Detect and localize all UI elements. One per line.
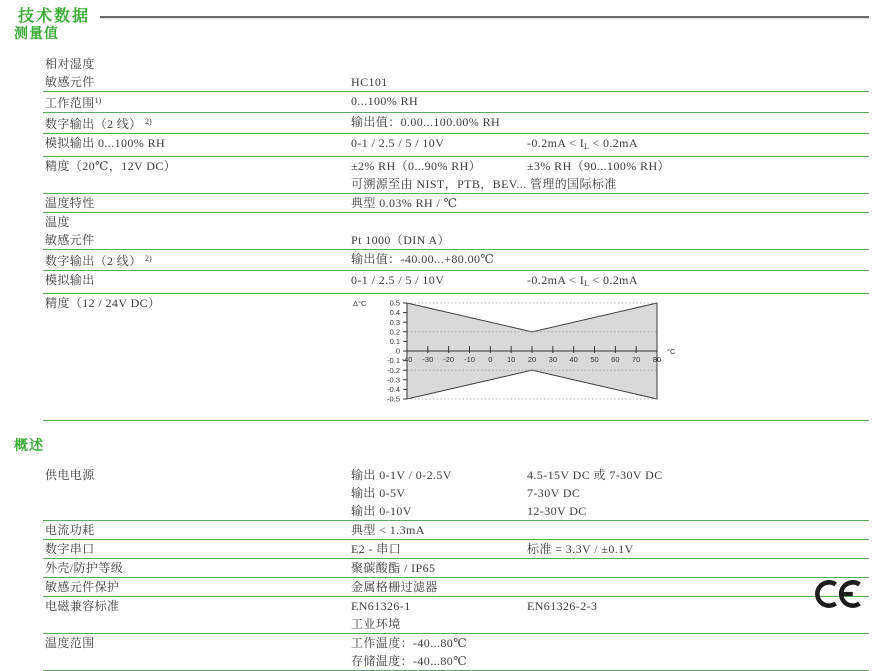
row-value-2: $-0.2mA < I_L < 0.2mA$ — [527, 273, 638, 288]
svg-text:-30: -30 — [422, 355, 434, 364]
svg-text:10: 10 — [506, 355, 516, 364]
table-row-sensor-protection — [43, 578, 869, 597]
row-value-2: 7-30V DC — [527, 486, 581, 500]
row-label: 供电电源 — [45, 468, 95, 482]
footnote-marker: 2) — [145, 117, 152, 126]
svg-text:40: 40 — [569, 355, 578, 364]
table-row-accuracy-temp — [43, 294, 869, 421]
row-value: Pt 1000（DIN A） — [351, 233, 450, 247]
table-row-power-supply — [43, 466, 869, 521]
table-row-sensor-rh — [43, 73, 869, 92]
overview-table — [43, 466, 869, 671]
svg-text:-0.1: -0.1 — [387, 356, 400, 366]
svg-text:Δ°C: Δ°C — [353, 299, 367, 308]
section-heading-measured: 测量值 — [14, 27, 59, 42]
row-value: 输出值：-40.00...+80.00℃ — [351, 252, 495, 266]
row-value-2: 12-30V DC — [527, 504, 587, 518]
row-value: EN61326-1 — [351, 599, 411, 613]
row-label: 电磁兼容标准 — [45, 599, 120, 613]
svg-text:-10: -10 — [464, 355, 475, 364]
page-header — [14, 7, 869, 26]
svg-text:-0.3: -0.3 — [387, 375, 400, 385]
row-label: 模拟输出 — [45, 273, 95, 287]
row-value: 输出 0-5V — [351, 486, 406, 500]
svg-text:80: 80 — [652, 355, 662, 364]
table-row-housing-protection — [43, 559, 869, 578]
row-value-2: 标准 = 3.3V / ±0.1V — [527, 542, 634, 556]
table-row-subhead-temp — [43, 213, 869, 231]
table-row-digital-interface — [43, 540, 869, 559]
table-row-temperature-range — [43, 634, 869, 671]
row-value-2: 4.5-15V DC 或 7-30V DC — [527, 468, 663, 482]
svg-text:0.5: 0.5 — [389, 298, 400, 308]
row-label: 精度（20℃，12V DC） — [45, 159, 177, 173]
row-label: 敏感元件 — [45, 75, 95, 89]
row-value: E2 - 串口 — [351, 542, 402, 556]
row-label: 敏感元件保护 — [45, 580, 120, 594]
row-label: 模拟输出 0...100% RH — [45, 136, 166, 150]
row-value: 典型 0.03% RH / ℃ — [351, 196, 458, 210]
svg-text:-40: -40 — [401, 355, 413, 364]
row-label: 精度（12 / 24V DC） — [45, 296, 161, 310]
accuracy-chart — [351, 298, 691, 410]
ce-mark-icon — [817, 579, 863, 611]
table-row-temp-characteristic — [43, 194, 869, 213]
table-row-current-consumption — [43, 521, 869, 540]
row-value-line2: 工业环境 — [351, 617, 401, 631]
row-value: ±2% RH（0...90% RH） — [351, 159, 482, 173]
table-row-emc-standard — [43, 597, 869, 634]
table-row-analog-output-temp — [43, 271, 869, 294]
row-value: 0-1 / 2.5 / 5 / 10V — [351, 136, 445, 150]
svg-text:0.2: 0.2 — [389, 327, 400, 337]
row-value: 输出 0-10V — [351, 504, 412, 518]
row-label: 温度 — [45, 215, 70, 229]
row-value: 输出值：0.00...100.00% RH — [351, 115, 501, 129]
row-value: HC101 — [351, 75, 388, 89]
table-row-analog-output-rh — [43, 134, 869, 157]
row-label: 敏感元件 — [45, 233, 95, 247]
row-label: 温度范围 — [45, 636, 95, 650]
row-label: 工作范围$^{1)}$ — [45, 96, 102, 110]
svg-text:0: 0 — [488, 355, 493, 364]
title-rule — [100, 16, 869, 18]
table-row-sensor-temp — [43, 231, 869, 250]
row-label: 相对湿度 — [45, 57, 95, 71]
table-row-accuracy-rh — [43, 157, 869, 194]
row-value: 金属格栅过滤器 — [351, 580, 438, 594]
footnote-marker: 2) — [145, 254, 152, 263]
section-heading-overview: 概述 — [14, 439, 44, 454]
svg-text:60: 60 — [611, 355, 620, 364]
row-value-2: ±3% RH（90...100% RH） — [527, 159, 670, 173]
footnote-marker: 1) — [94, 96, 102, 105]
table-row-digital-output-temp — [43, 250, 869, 271]
svg-text:0.4: 0.4 — [389, 308, 400, 318]
row-value: 0...100% RH — [351, 94, 419, 108]
table-row-digital-output-rh — [43, 113, 869, 134]
row-label: 数字输出（2 线） $^{2)}$ — [45, 117, 152, 131]
svg-text:°C: °C — [667, 347, 676, 356]
svg-text:0: 0 — [395, 346, 400, 356]
row-value-line2: 可溯源至由 NIST，PTB，BEV... 管理的国际标准 — [351, 177, 617, 191]
row-label: 数字串口 — [45, 542, 95, 556]
svg-text:30: 30 — [548, 355, 558, 364]
row-value: 输出 0-1V / 0-2.5V — [351, 468, 452, 482]
row-value-line2: 存储温度：-40...80℃ — [351, 654, 468, 668]
svg-text:0.1: 0.1 — [389, 337, 400, 346]
row-label: 电流功耗 — [45, 523, 95, 537]
svg-text:-0.4: -0.4 — [387, 385, 400, 394]
row-label: 温度特性 — [45, 196, 95, 210]
row-label: 外壳/防护等级 — [45, 561, 124, 575]
svg-text:50: 50 — [590, 355, 599, 364]
row-value: 典型 < 1.3mA — [351, 523, 425, 537]
svg-text:-20: -20 — [443, 355, 455, 364]
svg-text:-0.5: -0.5 — [387, 394, 400, 404]
row-value-2: EN61326-2-3 — [527, 599, 598, 613]
svg-text:20: 20 — [527, 355, 537, 364]
row-value: 工作温度：-40...80℃ — [351, 636, 468, 650]
table-row-working-range — [43, 92, 869, 113]
svg-text:-0.2: -0.2 — [387, 365, 400, 375]
svg-text:0.3: 0.3 — [389, 317, 400, 327]
row-value: 聚碳酸酯 / IP65 — [351, 561, 436, 575]
row-value-2: $-0.2mA < I_L < 0.2mA$ — [527, 136, 638, 151]
page-title: 技术数据 — [18, 8, 91, 25]
svg-text:70: 70 — [631, 355, 641, 364]
row-label: 数字输出（2 线） $^{2)}$ — [45, 254, 152, 268]
row-value: 0-1 / 2.5 / 5 / 10V — [351, 273, 445, 287]
table-row-subhead-rh — [43, 55, 869, 73]
measured-table — [43, 55, 869, 421]
